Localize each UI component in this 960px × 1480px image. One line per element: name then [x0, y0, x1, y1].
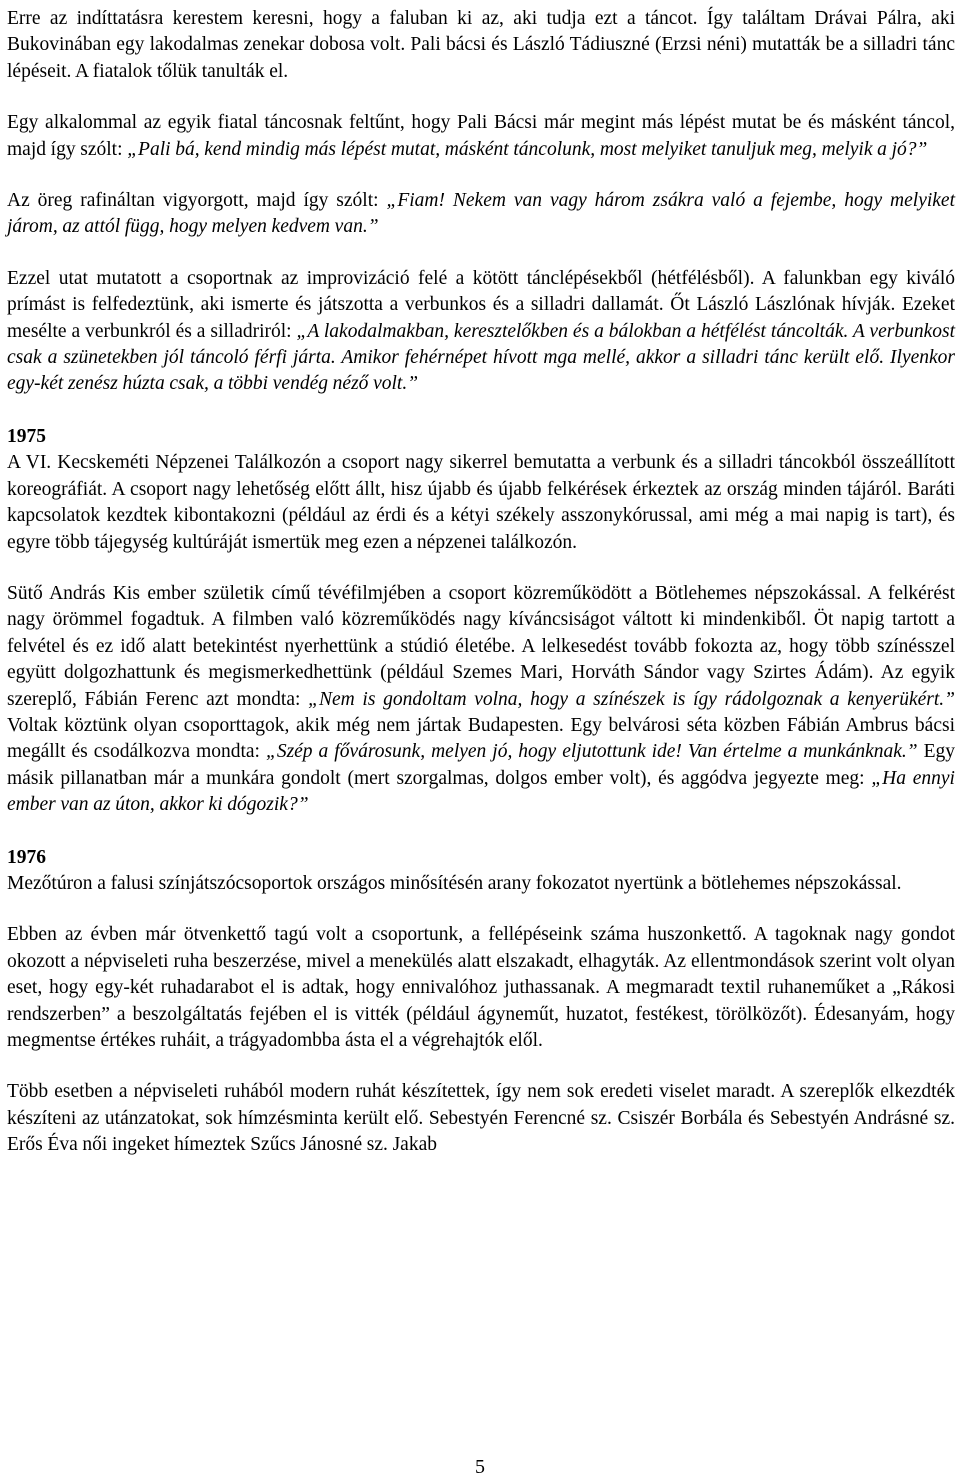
- paragraph-intro: Erre az indíttatásra kerestem keresni, hogy a faluban ki az, aki tudja ezt a táncot. Így találtam Drávai Pálra, aki Bukovinában egy lakodalmas zenekar dobosa volt. Pali bácsi és László Tádiuszné (Erzsi néni) mutatták be a silladri tánc lépéseit. A fiatalok tőlük tanulták el.: [7, 8, 955, 82]
- paragraph-text: Egy másik pillanatban már a munkára gondolt (mert szorgalmas, dolgos ember volt), és aggódva jegyezte meg:: [7, 741, 955, 789]
- paragraph-old-man: [7, 188, 955, 241]
- paragraph-film: [7, 581, 955, 819]
- document-page: [7, 6, 955, 1159]
- quote-text: „Nem is gondoltam volna, hogy a színészek is így rádolgoznak a kenyerükért.”: [308, 688, 955, 710]
- section-heading-1976: 1976: [7, 846, 46, 868]
- quote-text: „Fiam! Nekem van vagy három zsákra való a fejembe, hogy melyiket járom, az attól függ, hogy melyen kedvem van.”: [7, 190, 956, 238]
- paragraph-text: Az öreg rafináltan vigyorgott, majd így szólt:: [7, 190, 387, 212]
- paragraph-text: Voltak köztünk olyan csoporttagok, akik még nem jártak Budapesten. Egy belvárosi séta közben Fábián Ambrus bácsi megállt és csodálkozva mondta:: [7, 714, 955, 763]
- quote-text: „Szép a fővárosunk, melyen jó, hogy eljutottunk ide! Van értelme a munkánknak.”: [265, 741, 918, 763]
- page-number: 5: [475, 1456, 485, 1478]
- quote-text: „Pali bá, kend mindig más lépést mutat, másként táncolunk, most melyiket tanuljuk meg, melyik a jó?”: [127, 138, 928, 160]
- quote-text: „Ha ennyi ember van az úton, akkor ki dógozik?”: [7, 767, 955, 816]
- quote-text: „A lakodalmakban, keresztelőkben és a bálokban a hétfélést táncolták. A verbunkost csak a szünetekben jól táncoló férfi járta. Amikor fehérnépet hívott mga mellé, akkor a silladri tánc került elő. Ilyenkor egy-két zenész húzta csak, a többi vendég néző volt.”: [7, 320, 955, 395]
- paragraph-text: Sütő András Kis ember születik című tévéfilmjében a csoport közreműködött a Bötlehemes népszokással. A felkérést nagy örömmel fogadtuk. A filmben való közreműködés nagy kíváncsiságot váltott ki mindenkiből. Öt napig tartott a felvétel és ez idő alatt betekintést nyerhettünk a stúdió életébe. A lelkesedést tovább fokozta az, hogy több színésszel együtt dolgozhattunk és megismerkedhettünk (például Szemes Mari, Horváth Sándor vagy Szirtes Ádám). Az egyik szereplő, Fábián Ferenc azt mondta:: [7, 582, 955, 710]
- paragraph-text: Egy alkalommal az egyik fiatal táncosnak feltűnt, hogy Pali Bácsi már megint más lépést mutat be és másként táncol, majd így szólt:: [7, 112, 955, 160]
- paragraph-mezotur: Mezőtúron a falusi színjátszócsoportok országos minősítésén arany fokozatot nyertünk a bötlehemes népszokással.: [7, 872, 902, 894]
- paragraph-costumes: Ebben az évben már ötvenkettő tagú volt a csoportunk, a fellépéseink száma huszonkettő. A tagoknak nagy gondot okozott a népviseleti ruha beszerzése, mivel a menekülés alatt elszakadt, elhagyták. Az ellentmondások szerint volt olyan eset, hogy egy-két ruhadarabot el is adtak, hogy ennivalóhoz juthassanak. A megmaradt textil ruhaneműket a „Rákosi rendszerben” a beszolgáltatás fejében el is vitték (például ágyneműt, huzatot, festékest, törölközőt). Édesanyám, hogy megmentse értékes ruháit, a trágyadombba ásta el a végrehajtók elől.: [7, 924, 955, 1051]
- section-heading-1975: 1975: [7, 425, 46, 447]
- paragraph-improvisation: [7, 266, 955, 398]
- paragraph-kecskemet: A VI. Kecskeméti Népzenei Találkozón a csoport nagy sikerrel bemutatta a verbunk és a silladri táncokból összeállított koreográfiát. A csoport nagy lehetőség előtt állt, hisz újabb és újabb felkérések érkeztek az ország minden tájáról. Baráti kapcsolatok kezdtek kibontakozni (például az érdi és a kétyi székely asszonykórussal, ami még a mai napig is tart), és egyre több tájegység kultúráját ismertük meg ezen a népzenei találkozón.: [7, 452, 955, 553]
- paragraph-embroidery: Több esetben a népviseleti ruhából modern ruhát készítettek, így nem sok eredeti viselet maradt. A szereplők elkezdték készíteni az utánzatokat, sok hímzésminta került elő. Sebestyén Ferencné sz. Csiszér Borbála és Sebestyén Andrásné sz. Erős Éva női ingeket hímeztek Szűcs Jánosné sz. Jakab: [7, 1081, 955, 1156]
- paragraph-text: Ezzel utat mutatott a csoportnak az improvizáció felé a kötött tánclépésekből (hétfélésből). A falunkban egy kiváló prímást is felfedeztünk, aki ismerte és játszotta a verbunkos és a silladri dallamát. Őt László Lászlónak hívják. Ezeket mesélte a verbunkról és a silladriról:: [7, 267, 955, 342]
- paragraph-pali-steps: [7, 110, 955, 163]
